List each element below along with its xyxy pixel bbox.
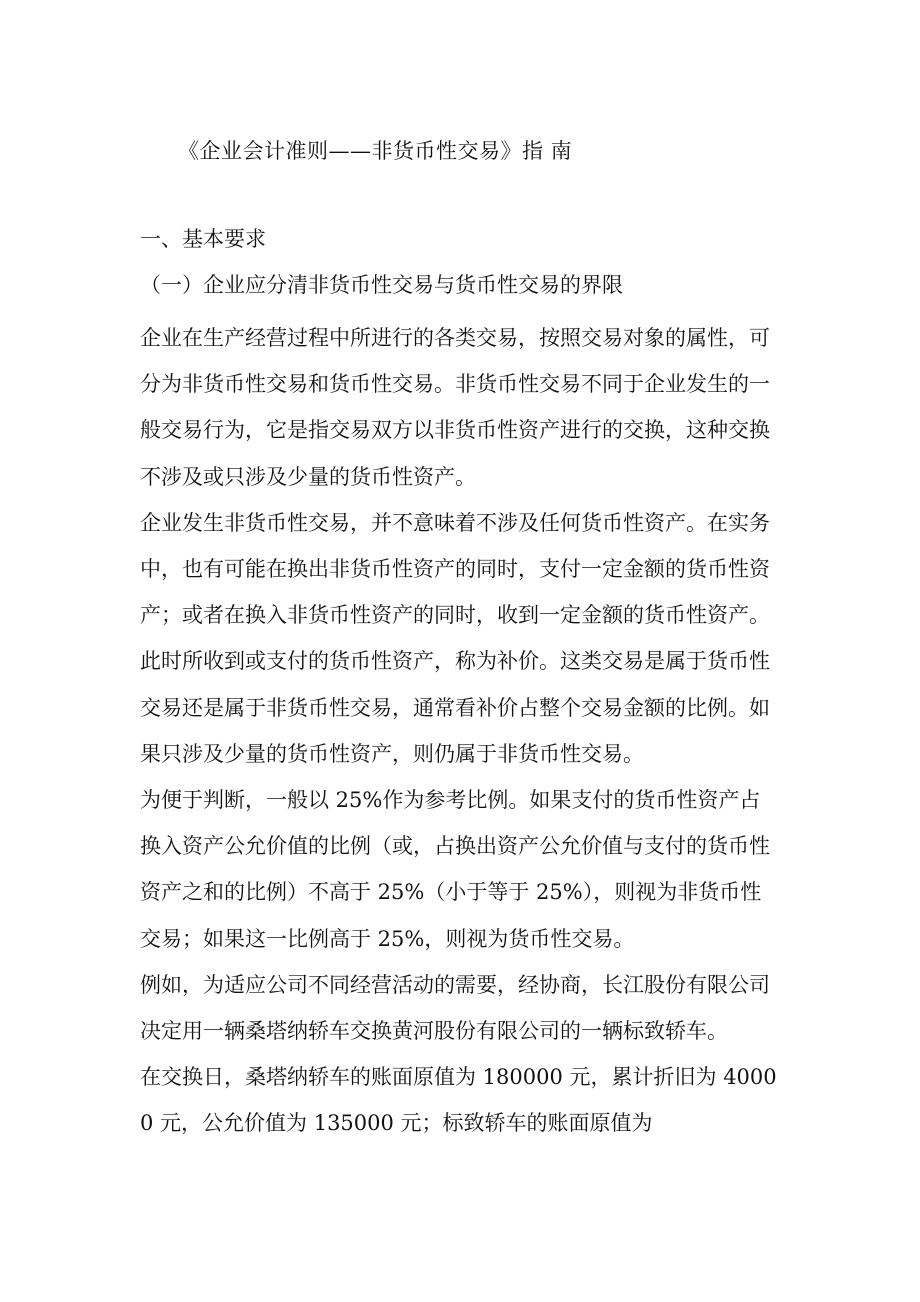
paragraph: 在交换日，桑塔纳轿车的账面原值为 180000 元，累计折旧为 40000 元，公允价值为 135000 元；标致轿车的账面原值为 <box>140 1065 777 1136</box>
section-heading: 一、基本要求 <box>140 227 266 251</box>
paragraph: 企业发生非货币性交易，并不意味着不涉及任何货币性资产。在实务中，也有可能在换出非货币性资产的同时，支付一定金额的货币性资产；或者在换入非货币性资产的同时，收到一定金额的货币性资产。此时所收到或支付的货币性资产，称为补价。这类交易是属于货币性交易还是属于非货币性交易，通常看补价占整个交易金额的比例。如果只涉及少量的货币性资产，则仍属于非货币性交易。 <box>140 510 770 766</box>
paragraph: 例如，为适应公司不同经营活动的需要，经协商，长江股份有限公司决定用一辆桑塔纳轿车交换黄河股份有限公司的一辆标致轿车。 <box>140 972 770 1044</box>
paragraph: 为便于判断，一般以 25%作为参考比例。如果支付的货币性资产占换入资产公允价值的比例（或，占换出资产公允价值与支付的货币性资产之和的比例）不高于 25%（小于等于 25%），则视为非货币性交易；如果这一比例高于 25%，则视为货币性交易。 <box>140 788 770 951</box>
sub-heading: （一）企业应分清非货币性交易与货币性交易的界限 <box>140 273 623 297</box>
paragraph: 企业在生产经营过程中所进行的各类交易，按照交易对象的属性，可分为非货币性交易和货币性交易。非货币性交易不同于企业发生的一般交易行为，它是指交易双方以非货币性资产进行的交换，这种交换不涉及或只涉及少量的货币性资产。 <box>140 326 770 489</box>
document-body <box>140 315 780 1147</box>
document-title: 《企业会计准则——非货币性交易》指 南 <box>178 139 573 163</box>
